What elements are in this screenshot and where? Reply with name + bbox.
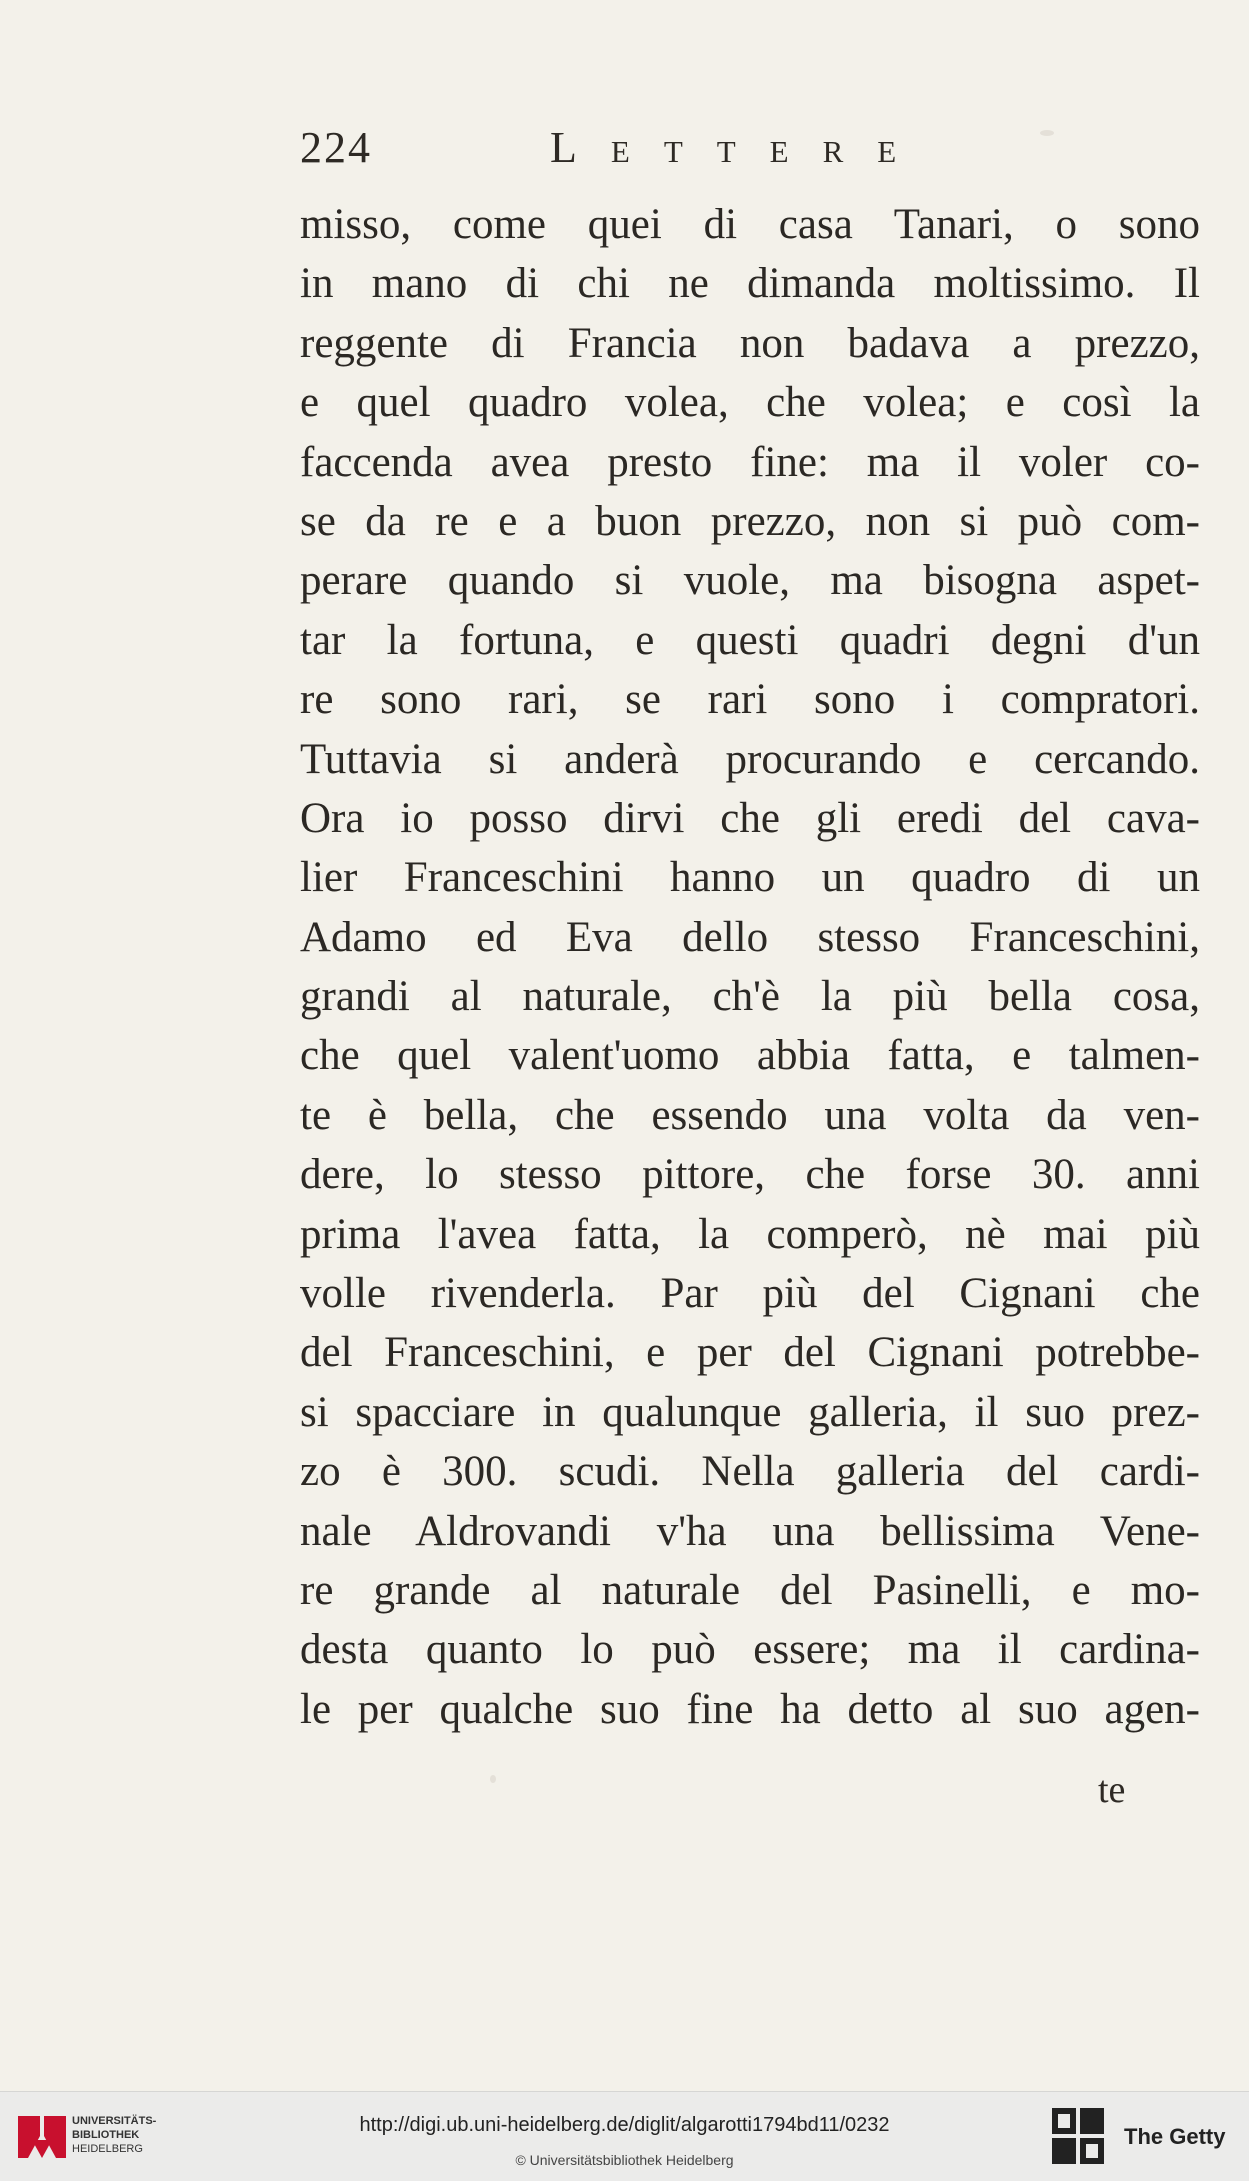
text-line: tar la fortuna, e questi quadri degni d'un: [300, 616, 1200, 664]
partner-name: The Getty: [1124, 2124, 1226, 2149]
text-line: prima l'avea fatta, la comperò, nè mai più: [300, 1210, 1200, 1258]
text-line: le per qualche suo fine ha detto al suo agen-: [300, 1685, 1200, 1733]
text-line: re sono rari, se rari sono i compratori.: [300, 676, 1200, 724]
text-line: in mano di chi ne dimanda moltissimo. Il: [300, 260, 1200, 308]
text-line: re grande al naturale del Pasinelli, e mo-: [300, 1566, 1200, 1614]
text-line: se da re e a buon prezzo, non si può com-: [300, 497, 1200, 545]
catchword: te: [1098, 1769, 1126, 1811]
library-city: HEIDELBERG: [72, 2143, 143, 2155]
text-line: desta quanto lo può essere; ma il cardina-: [300, 1626, 1200, 1674]
text-line: Ora io posso dirvi che gli eredi del cava-: [300, 794, 1200, 842]
paper-stain: [490, 1775, 496, 1783]
text-line: si spacciare in qualunque galleria, il suo prez-: [300, 1388, 1200, 1436]
text-line: che quel valent'uomo abbia fatta, e talmen-: [300, 1032, 1200, 1080]
text-line: Tuttavia si anderà procurando e cercando.: [300, 735, 1200, 783]
text-line: Adamo ed Eva dello stesso Franceschini,: [300, 913, 1200, 961]
text-line: dere, lo stesso pittore, che forse 30. anni: [300, 1151, 1200, 1199]
library-name-line1: UNIVERSITÄTS-: [72, 2115, 157, 2127]
text-line: misso, come quei di casa Tanari, o sono: [300, 201, 1200, 248]
text-line: del Franceschini, e per del Cignani potrebbe-: [300, 1329, 1200, 1377]
viewer-footer: [0, 2091, 1249, 2181]
running-title: Lettere: [550, 123, 931, 172]
text-line: volle rivenderla. Par più del Cignani che: [300, 1270, 1200, 1318]
text-line: te è bella, che essendo una volta da ven-: [300, 1091, 1200, 1139]
text-line: e quel quadro volea, che volea; e così la: [300, 379, 1200, 427]
text-line: grandi al naturale, ch'è la più bella cosa,: [300, 973, 1200, 1021]
text-line: faccenda avea presto fine: ma il voler co-: [300, 438, 1200, 486]
letter-body-text: [300, 195, 1200, 1739]
getty-logo-icon: [1050, 2106, 1106, 2166]
permalink-url[interactable]: http://digi.ub.uni-heidelberg.de/diglit/algarotti1794bd11/0232: [359, 2114, 890, 2136]
text-line: nale Aldrovandi v'ha una bellissima Vene-: [300, 1507, 1200, 1555]
page-number: 224: [300, 123, 372, 172]
text-line: perare quando si vuole, ma bisogna aspet-: [300, 557, 1200, 605]
running-header: [300, 122, 1200, 182]
text-line: zo è 300. scudi. Nella galleria del cardi-: [300, 1448, 1200, 1496]
library-name-line2: BIBLIOTHEK: [72, 2129, 140, 2141]
copyright-notice: © Universitätsbibliothek Heidelberg: [515, 2152, 734, 2168]
text-line: lier Franceschini hanno un quadro di un: [300, 854, 1200, 902]
text-line: reggente di Francia non badava a prezzo,: [300, 319, 1200, 367]
